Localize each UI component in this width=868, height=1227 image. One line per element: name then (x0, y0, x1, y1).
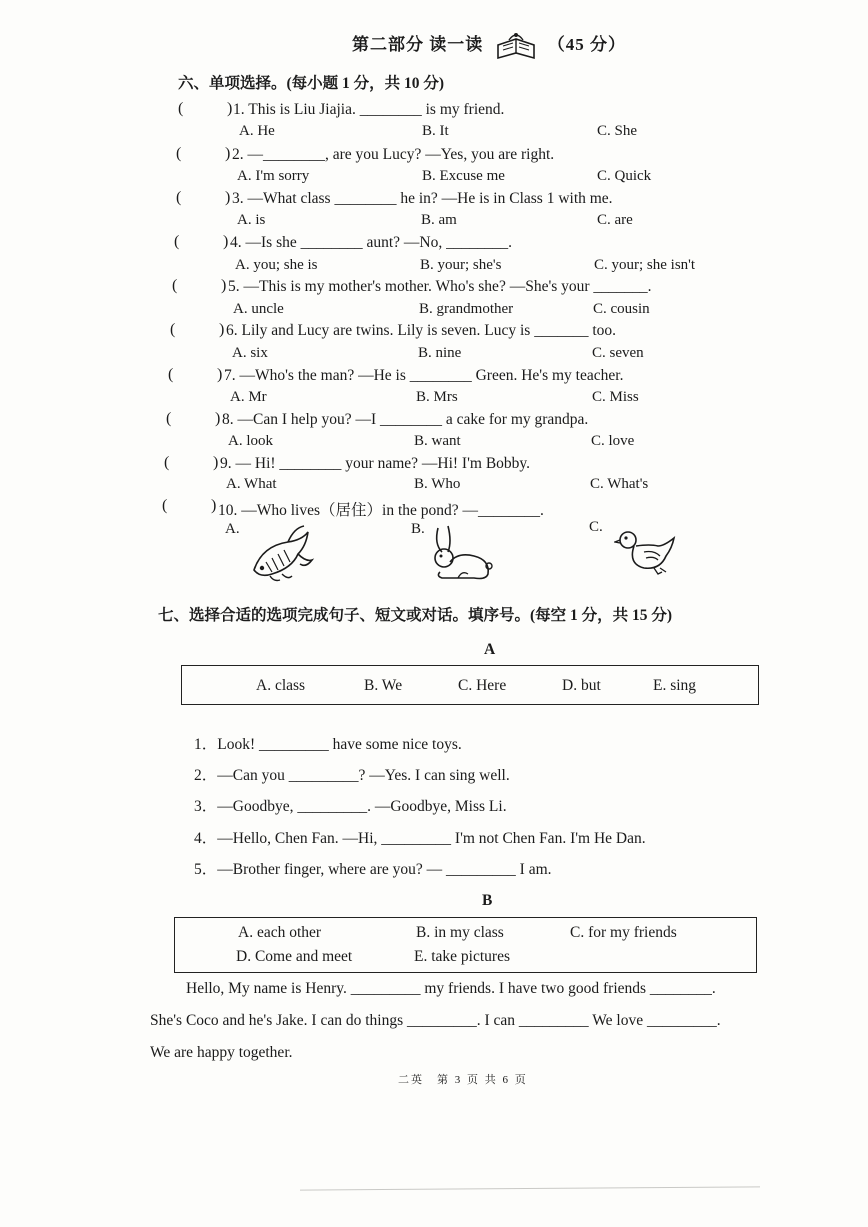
part-a-option: D. but (562, 677, 601, 694)
question-10-stem: 10. —Who lives（居住）in the pond? —________. (218, 502, 544, 519)
question-10-option-c: C. (589, 519, 603, 535)
question-2-option-a: A. I'm sorry (237, 168, 310, 184)
answer-paren-open: ( (170, 321, 176, 338)
question-6-option-a: A. six (232, 345, 268, 361)
part-b-option: D. Come and meet (236, 948, 353, 965)
question-8-option-b: B. want (414, 433, 461, 449)
section7-title: 七、选择合适的选项完成句子、短文或对话。填序号。(每空 1 分，共 15 分) (158, 607, 673, 624)
part-b-option: B. in my class (416, 924, 504, 941)
question-9-option-c: C. What's (590, 476, 649, 492)
question-8-option-a: A. look (228, 433, 273, 449)
answer-paren-close: ) (225, 189, 231, 206)
question-10-option-b: B. (411, 521, 425, 537)
fish-picture-icon (248, 522, 316, 584)
part-a-option: A. class (256, 677, 306, 694)
part-b-passage-line: Hello, My name is Henry. _________ my friends. I have two good friends ________. (186, 980, 716, 997)
answer-paren-open: ( (162, 497, 168, 514)
part-a-option: C. Here (458, 677, 507, 694)
question-4-option-a: A. you; she is (235, 257, 318, 273)
part-b-passage-line: She's Coco and he's Jake. I can do things _________. I can _________ We love _________. (150, 1012, 721, 1029)
answer-paren-close: ) (223, 233, 229, 250)
part-a-item-3: 3．—Goodbye, _________. —Goodbye, Miss Li. (194, 798, 507, 815)
question-6-stem: 6. Lily and Lucy are twins. Lily is seven. Lucy is _______ too. (226, 322, 617, 339)
scan-artifact-line (300, 1186, 760, 1190)
answer-paren-open: ( (176, 189, 182, 206)
header-score: （45 分） (547, 35, 626, 54)
question-1-option-a: A. He (239, 123, 275, 139)
answer-paren-close: ) (217, 366, 223, 383)
question-6-option-c: C. seven (592, 345, 644, 361)
question-1-option-c: C. She (597, 123, 638, 139)
part-a-item-5: 5．—Brother finger, where are you? — _________ I am. (194, 861, 552, 878)
question-3-option-b: B. am (421, 212, 457, 228)
part-b-option: A. each other (238, 924, 322, 941)
answer-paren-close: ) (221, 277, 227, 294)
answer-paren-close: ) (219, 321, 225, 338)
question-6-option-b: B. nine (418, 345, 462, 361)
open-book-icon (495, 31, 537, 61)
question-4-option-b: B. your; she's (420, 257, 502, 273)
part-a-item-4: 4．—Hello, Chen Fan. —Hi, _________ I'm not Chen Fan. I'm He Dan. (194, 830, 646, 847)
answer-paren-open: ( (176, 145, 182, 162)
answer-paren-open: ( (174, 233, 180, 250)
answer-paren-open: ( (178, 100, 184, 117)
question-4-stem: 4. —Is she ________ aunt? —No, ________. (230, 234, 512, 251)
part-a-label: A (484, 641, 496, 658)
question-7-stem: 7. —Who's the man? —He is ________ Green. He's my teacher. (224, 367, 624, 384)
question-7-option-a: A. Mr (230, 389, 267, 405)
part-a-option: B. We (364, 677, 403, 694)
question-2-option-b: B. Excuse me (422, 168, 505, 184)
question-8-stem: 8. —Can I help you? —I ________ a cake for my grandpa. (222, 411, 589, 428)
question-9-option-a: A. What (226, 476, 277, 492)
question-7-option-c: C. Miss (592, 389, 639, 405)
question-1-option-b: B. It (422, 123, 449, 139)
question-5-option-a: A. uncle (233, 301, 284, 317)
answer-paren-open: ( (168, 366, 174, 383)
bird-picture-icon (614, 520, 676, 578)
question-7-option-b: B. Mrs (416, 389, 458, 405)
question-3-option-a: A. is (237, 212, 266, 228)
question-10-option-a: A. (225, 521, 240, 537)
answer-paren-close: ) (213, 454, 219, 471)
answer-paren-close: ) (215, 410, 221, 427)
question-1-stem: 1. This is Liu Jiajia. ________ is my friend. (233, 101, 505, 118)
part-b-passage-line: We are happy together. (150, 1044, 293, 1061)
question-8-option-c: C. love (591, 433, 635, 449)
question-5-option-c: C. cousin (593, 301, 650, 317)
question-2-stem: 2. —________, are you Lucy? —Yes, you are right. (232, 146, 555, 163)
question-9-option-b: B. Who (414, 476, 461, 492)
question-3-stem: 3. —What class ________ he in? —He is in Class 1 with me. (232, 190, 613, 207)
page-footer: 二英 第 3 页 共 6 页 (398, 1074, 528, 1086)
answer-paren-open: ( (166, 410, 172, 427)
page-header (352, 30, 626, 61)
part-b-option: E. take pictures (414, 948, 510, 965)
part-a-item-1: 1．Look! _________ have some nice toys. (194, 736, 462, 753)
answer-paren-open: ( (172, 277, 178, 294)
part-a-item-2: 2．—Can you _________? —Yes. I can sing well. (194, 767, 510, 784)
question-2-option-c: C. Quick (597, 168, 652, 184)
question-5-stem: 5. —This is my mother's mother. Who's she? —She's your _______. (228, 278, 652, 295)
part-a-option: E. sing (653, 677, 697, 694)
answer-paren-close: ) (211, 497, 217, 514)
question-4-option-c: C. your; she isn't (594, 257, 696, 273)
answer-paren-close: ) (225, 145, 231, 162)
question-5-option-b: B. grandmother (419, 301, 514, 317)
section6-title: 六、单项选择。(每小题 1 分，共 10 分) (178, 75, 445, 92)
answer-paren-open: ( (164, 454, 170, 471)
rabbit-picture-icon (428, 522, 494, 582)
part-b-label: B (482, 892, 493, 909)
question-3-option-c: C. are (597, 212, 633, 228)
answer-paren-close: ) (227, 100, 233, 117)
header-title: 第二部分 读一读 (352, 35, 484, 54)
part-b-option: C. for my friends (570, 924, 677, 941)
question-9-stem: 9. — Hi! ________ your name? —Hi! I'm Bobby. (220, 455, 531, 472)
